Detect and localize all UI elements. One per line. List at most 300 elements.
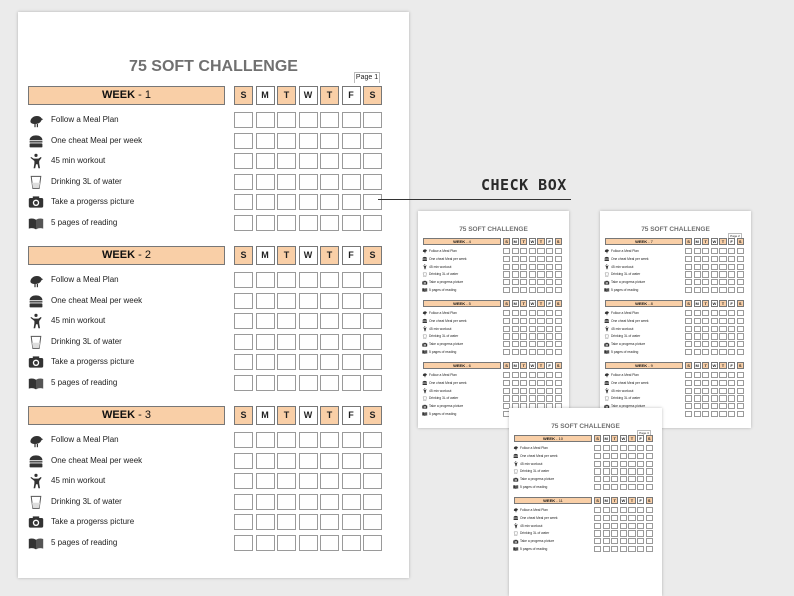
check-box[interactable] bbox=[342, 535, 361, 551]
check-box[interactable] bbox=[603, 468, 610, 474]
check-box[interactable] bbox=[702, 271, 709, 277]
check-box[interactable] bbox=[611, 523, 618, 529]
check-box[interactable] bbox=[555, 264, 562, 270]
check-box[interactable] bbox=[646, 523, 653, 529]
check-box[interactable] bbox=[529, 372, 536, 378]
check-box[interactable] bbox=[512, 310, 519, 316]
check-box[interactable] bbox=[646, 507, 653, 513]
check-box[interactable] bbox=[719, 318, 726, 324]
check-box[interactable] bbox=[711, 380, 718, 386]
check-box[interactable] bbox=[694, 403, 701, 409]
check-box[interactable] bbox=[546, 372, 553, 378]
check-box[interactable] bbox=[628, 546, 635, 552]
check-box[interactable] bbox=[737, 349, 744, 355]
check-box[interactable] bbox=[628, 530, 635, 536]
check-box[interactable] bbox=[546, 318, 553, 324]
check-box[interactable] bbox=[342, 354, 361, 370]
check-box[interactable] bbox=[728, 372, 735, 378]
check-box[interactable] bbox=[277, 334, 296, 350]
check-box[interactable] bbox=[737, 341, 744, 347]
check-box[interactable] bbox=[603, 515, 610, 521]
check-box[interactable] bbox=[594, 546, 601, 552]
check-box[interactable] bbox=[646, 453, 653, 459]
check-box[interactable] bbox=[529, 248, 536, 254]
check-box[interactable] bbox=[611, 530, 618, 536]
check-box[interactable] bbox=[503, 256, 510, 262]
check-box[interactable] bbox=[512, 372, 519, 378]
check-box[interactable] bbox=[256, 313, 275, 329]
check-box[interactable] bbox=[256, 215, 275, 231]
check-box[interactable] bbox=[503, 264, 510, 270]
check-box[interactable] bbox=[256, 112, 275, 128]
check-box[interactable] bbox=[594, 530, 601, 536]
check-box[interactable] bbox=[611, 484, 618, 490]
check-box[interactable] bbox=[277, 133, 296, 149]
check-box[interactable] bbox=[320, 153, 339, 169]
check-box[interactable] bbox=[299, 174, 318, 190]
check-box[interactable] bbox=[363, 153, 382, 169]
check-box[interactable] bbox=[342, 473, 361, 489]
check-box[interactable] bbox=[646, 538, 653, 544]
check-box[interactable] bbox=[685, 380, 692, 386]
check-box[interactable] bbox=[546, 310, 553, 316]
check-box[interactable] bbox=[529, 264, 536, 270]
check-box[interactable] bbox=[234, 354, 253, 370]
check-box[interactable] bbox=[512, 271, 519, 277]
check-box[interactable] bbox=[320, 473, 339, 489]
check-box[interactable] bbox=[234, 375, 253, 391]
check-box[interactable] bbox=[520, 264, 527, 270]
check-box[interactable] bbox=[620, 445, 627, 451]
check-box[interactable] bbox=[555, 388, 562, 394]
check-box[interactable] bbox=[256, 375, 275, 391]
check-box[interactable] bbox=[277, 473, 296, 489]
check-box[interactable] bbox=[646, 515, 653, 521]
check-box[interactable] bbox=[728, 349, 735, 355]
check-box[interactable] bbox=[685, 388, 692, 394]
check-box[interactable] bbox=[594, 523, 601, 529]
check-box[interactable] bbox=[603, 546, 610, 552]
check-box[interactable] bbox=[256, 272, 275, 288]
check-box[interactable] bbox=[594, 538, 601, 544]
check-box[interactable] bbox=[320, 514, 339, 530]
check-box[interactable] bbox=[637, 530, 644, 536]
check-box[interactable] bbox=[520, 287, 527, 293]
check-box[interactable] bbox=[685, 349, 692, 355]
check-box[interactable] bbox=[512, 333, 519, 339]
check-box[interactable] bbox=[628, 445, 635, 451]
check-box[interactable] bbox=[637, 546, 644, 552]
check-box[interactable] bbox=[546, 287, 553, 293]
check-box[interactable] bbox=[529, 279, 536, 285]
check-box[interactable] bbox=[520, 279, 527, 285]
check-box[interactable] bbox=[234, 174, 253, 190]
check-box[interactable] bbox=[363, 432, 382, 448]
check-box[interactable] bbox=[620, 523, 627, 529]
check-box[interactable] bbox=[363, 174, 382, 190]
check-box[interactable] bbox=[694, 349, 701, 355]
check-box[interactable] bbox=[646, 468, 653, 474]
check-box[interactable] bbox=[256, 453, 275, 469]
check-box[interactable] bbox=[603, 445, 610, 451]
check-box[interactable] bbox=[628, 468, 635, 474]
check-box[interactable] bbox=[277, 354, 296, 370]
check-box[interactable] bbox=[711, 388, 718, 394]
check-box[interactable] bbox=[620, 515, 627, 521]
check-box[interactable] bbox=[737, 264, 744, 270]
check-box[interactable] bbox=[620, 484, 627, 490]
check-box[interactable] bbox=[611, 476, 618, 482]
check-box[interactable] bbox=[611, 445, 618, 451]
check-box[interactable] bbox=[277, 514, 296, 530]
check-box[interactable] bbox=[299, 112, 318, 128]
check-box[interactable] bbox=[256, 494, 275, 510]
check-box[interactable] bbox=[555, 310, 562, 316]
check-box[interactable] bbox=[694, 271, 701, 277]
check-box[interactable] bbox=[529, 380, 536, 386]
check-box[interactable] bbox=[637, 461, 644, 467]
check-box[interactable] bbox=[512, 248, 519, 254]
check-box[interactable] bbox=[234, 334, 253, 350]
check-box[interactable] bbox=[256, 535, 275, 551]
check-box[interactable] bbox=[234, 112, 253, 128]
check-box[interactable] bbox=[620, 507, 627, 513]
check-box[interactable] bbox=[711, 264, 718, 270]
check-box[interactable] bbox=[694, 264, 701, 270]
check-box[interactable] bbox=[342, 453, 361, 469]
check-box[interactable] bbox=[737, 403, 744, 409]
check-box[interactable] bbox=[628, 515, 635, 521]
check-box[interactable] bbox=[503, 372, 510, 378]
check-box[interactable] bbox=[685, 279, 692, 285]
check-box[interactable] bbox=[537, 256, 544, 262]
check-box[interactable] bbox=[299, 153, 318, 169]
check-box[interactable] bbox=[637, 484, 644, 490]
check-box[interactable] bbox=[342, 293, 361, 309]
check-box[interactable] bbox=[685, 310, 692, 316]
check-box[interactable] bbox=[702, 333, 709, 339]
check-box[interactable] bbox=[685, 256, 692, 262]
check-box[interactable] bbox=[234, 272, 253, 288]
check-box[interactable] bbox=[685, 248, 692, 254]
check-box[interactable] bbox=[512, 341, 519, 347]
check-box[interactable] bbox=[520, 388, 527, 394]
check-box[interactable] bbox=[277, 313, 296, 329]
check-box[interactable] bbox=[728, 403, 735, 409]
check-box[interactable] bbox=[363, 354, 382, 370]
check-box[interactable] bbox=[702, 341, 709, 347]
check-box[interactable] bbox=[546, 248, 553, 254]
check-box[interactable] bbox=[299, 272, 318, 288]
check-box[interactable] bbox=[537, 372, 544, 378]
check-box[interactable] bbox=[529, 395, 536, 401]
check-box[interactable] bbox=[555, 372, 562, 378]
check-box[interactable] bbox=[320, 112, 339, 128]
check-box[interactable] bbox=[555, 349, 562, 355]
check-box[interactable] bbox=[719, 395, 726, 401]
check-box[interactable] bbox=[546, 388, 553, 394]
check-box[interactable] bbox=[503, 333, 510, 339]
check-box[interactable] bbox=[520, 372, 527, 378]
check-box[interactable] bbox=[719, 380, 726, 386]
check-box[interactable] bbox=[646, 445, 653, 451]
check-box[interactable] bbox=[694, 380, 701, 386]
check-box[interactable] bbox=[537, 287, 544, 293]
check-box[interactable] bbox=[702, 380, 709, 386]
check-box[interactable] bbox=[702, 372, 709, 378]
check-box[interactable] bbox=[256, 293, 275, 309]
check-box[interactable] bbox=[320, 215, 339, 231]
check-box[interactable] bbox=[737, 388, 744, 394]
check-box[interactable] bbox=[342, 153, 361, 169]
check-box[interactable] bbox=[702, 264, 709, 270]
check-box[interactable] bbox=[719, 372, 726, 378]
check-box[interactable] bbox=[620, 546, 627, 552]
check-box[interactable] bbox=[555, 380, 562, 386]
check-box[interactable] bbox=[685, 333, 692, 339]
check-box[interactable] bbox=[256, 153, 275, 169]
check-box[interactable] bbox=[555, 248, 562, 254]
check-box[interactable] bbox=[719, 310, 726, 316]
check-box[interactable] bbox=[529, 349, 536, 355]
check-box[interactable] bbox=[277, 112, 296, 128]
check-box[interactable] bbox=[299, 133, 318, 149]
check-box[interactable] bbox=[299, 432, 318, 448]
check-box[interactable] bbox=[637, 476, 644, 482]
check-box[interactable] bbox=[546, 279, 553, 285]
check-box[interactable] bbox=[299, 215, 318, 231]
check-box[interactable] bbox=[737, 326, 744, 332]
check-box[interactable] bbox=[702, 287, 709, 293]
check-box[interactable] bbox=[234, 194, 253, 210]
check-box[interactable] bbox=[646, 484, 653, 490]
check-box[interactable] bbox=[728, 248, 735, 254]
check-box[interactable] bbox=[503, 395, 510, 401]
check-box[interactable] bbox=[620, 530, 627, 536]
check-box[interactable] bbox=[737, 256, 744, 262]
check-box[interactable] bbox=[546, 341, 553, 347]
check-box[interactable] bbox=[637, 523, 644, 529]
check-box[interactable] bbox=[711, 287, 718, 293]
check-box[interactable] bbox=[737, 310, 744, 316]
check-box[interactable] bbox=[537, 318, 544, 324]
check-box[interactable] bbox=[694, 341, 701, 347]
check-box[interactable] bbox=[363, 514, 382, 530]
check-box[interactable] bbox=[512, 349, 519, 355]
check-box[interactable] bbox=[685, 372, 692, 378]
check-box[interactable] bbox=[685, 341, 692, 347]
check-box[interactable] bbox=[363, 293, 382, 309]
check-box[interactable] bbox=[320, 432, 339, 448]
check-box[interactable] bbox=[342, 174, 361, 190]
check-box[interactable] bbox=[320, 453, 339, 469]
check-box[interactable] bbox=[299, 334, 318, 350]
check-box[interactable] bbox=[620, 538, 627, 544]
check-box[interactable] bbox=[685, 395, 692, 401]
check-box[interactable] bbox=[256, 133, 275, 149]
check-box[interactable] bbox=[320, 133, 339, 149]
check-box[interactable] bbox=[728, 333, 735, 339]
check-box[interactable] bbox=[234, 514, 253, 530]
check-box[interactable] bbox=[546, 349, 553, 355]
check-box[interactable] bbox=[737, 333, 744, 339]
check-box[interactable] bbox=[555, 395, 562, 401]
check-box[interactable] bbox=[646, 461, 653, 467]
check-box[interactable] bbox=[503, 279, 510, 285]
check-box[interactable] bbox=[299, 313, 318, 329]
check-box[interactable] bbox=[503, 349, 510, 355]
check-box[interactable] bbox=[529, 333, 536, 339]
check-box[interactable] bbox=[685, 264, 692, 270]
check-box[interactable] bbox=[537, 380, 544, 386]
check-box[interactable] bbox=[737, 372, 744, 378]
check-box[interactable] bbox=[711, 403, 718, 409]
check-box[interactable] bbox=[611, 453, 618, 459]
check-box[interactable] bbox=[637, 507, 644, 513]
check-box[interactable] bbox=[320, 174, 339, 190]
check-box[interactable] bbox=[620, 461, 627, 467]
check-box[interactable] bbox=[737, 395, 744, 401]
check-box[interactable] bbox=[685, 318, 692, 324]
check-box[interactable] bbox=[702, 256, 709, 262]
check-box[interactable] bbox=[737, 248, 744, 254]
check-box[interactable] bbox=[702, 318, 709, 324]
check-box[interactable] bbox=[277, 194, 296, 210]
check-box[interactable] bbox=[719, 341, 726, 347]
check-box[interactable] bbox=[711, 395, 718, 401]
check-box[interactable] bbox=[737, 380, 744, 386]
check-box[interactable] bbox=[728, 341, 735, 347]
check-box[interactable] bbox=[711, 333, 718, 339]
check-box[interactable] bbox=[512, 264, 519, 270]
check-box[interactable] bbox=[342, 494, 361, 510]
check-box[interactable] bbox=[555, 341, 562, 347]
check-box[interactable] bbox=[277, 432, 296, 448]
check-box[interactable] bbox=[603, 507, 610, 513]
check-box[interactable] bbox=[611, 515, 618, 521]
check-box[interactable] bbox=[611, 507, 618, 513]
check-box[interactable] bbox=[256, 514, 275, 530]
check-box[interactable] bbox=[342, 334, 361, 350]
check-box[interactable] bbox=[520, 349, 527, 355]
check-box[interactable] bbox=[702, 395, 709, 401]
check-box[interactable] bbox=[603, 484, 610, 490]
check-box[interactable] bbox=[628, 453, 635, 459]
check-box[interactable] bbox=[512, 287, 519, 293]
check-box[interactable] bbox=[277, 153, 296, 169]
check-box[interactable] bbox=[685, 411, 692, 417]
check-box[interactable] bbox=[603, 523, 610, 529]
check-box[interactable] bbox=[694, 279, 701, 285]
check-box[interactable] bbox=[363, 494, 382, 510]
check-box[interactable] bbox=[529, 318, 536, 324]
check-box[interactable] bbox=[320, 375, 339, 391]
check-box[interactable] bbox=[234, 215, 253, 231]
check-box[interactable] bbox=[529, 326, 536, 332]
check-box[interactable] bbox=[719, 264, 726, 270]
check-box[interactable] bbox=[520, 248, 527, 254]
check-box[interactable] bbox=[277, 535, 296, 551]
check-box[interactable] bbox=[520, 333, 527, 339]
check-box[interactable] bbox=[342, 215, 361, 231]
check-box[interactable] bbox=[702, 310, 709, 316]
check-box[interactable] bbox=[299, 473, 318, 489]
check-box[interactable] bbox=[363, 194, 382, 210]
check-box[interactable] bbox=[685, 403, 692, 409]
check-box[interactable] bbox=[299, 354, 318, 370]
check-box[interactable] bbox=[520, 380, 527, 386]
check-box[interactable] bbox=[320, 313, 339, 329]
check-box[interactable] bbox=[512, 256, 519, 262]
check-box[interactable] bbox=[529, 271, 536, 277]
check-box[interactable] bbox=[728, 256, 735, 262]
check-box[interactable] bbox=[320, 334, 339, 350]
check-box[interactable] bbox=[702, 326, 709, 332]
check-box[interactable] bbox=[594, 476, 601, 482]
check-box[interactable] bbox=[256, 334, 275, 350]
check-box[interactable] bbox=[620, 468, 627, 474]
check-box[interactable] bbox=[694, 388, 701, 394]
check-box[interactable] bbox=[694, 372, 701, 378]
check-box[interactable] bbox=[719, 279, 726, 285]
check-box[interactable] bbox=[719, 333, 726, 339]
check-box[interactable] bbox=[611, 538, 618, 544]
check-box[interactable] bbox=[520, 271, 527, 277]
check-box[interactable] bbox=[546, 333, 553, 339]
check-box[interactable] bbox=[546, 264, 553, 270]
check-box[interactable] bbox=[299, 375, 318, 391]
check-box[interactable] bbox=[594, 507, 601, 513]
check-box[interactable] bbox=[234, 432, 253, 448]
check-box[interactable] bbox=[594, 515, 601, 521]
check-box[interactable] bbox=[537, 341, 544, 347]
check-box[interactable] bbox=[546, 326, 553, 332]
check-box[interactable] bbox=[503, 380, 510, 386]
check-box[interactable] bbox=[711, 411, 718, 417]
check-box[interactable] bbox=[555, 279, 562, 285]
check-box[interactable] bbox=[711, 310, 718, 316]
check-box[interactable] bbox=[537, 349, 544, 355]
check-box[interactable] bbox=[628, 523, 635, 529]
check-box[interactable] bbox=[342, 375, 361, 391]
check-box[interactable] bbox=[277, 293, 296, 309]
check-box[interactable] bbox=[342, 112, 361, 128]
check-box[interactable] bbox=[594, 461, 601, 467]
check-box[interactable] bbox=[277, 453, 296, 469]
check-box[interactable] bbox=[694, 256, 701, 262]
check-box[interactable] bbox=[694, 326, 701, 332]
check-box[interactable] bbox=[719, 256, 726, 262]
check-box[interactable] bbox=[234, 453, 253, 469]
check-box[interactable] bbox=[711, 279, 718, 285]
check-box[interactable] bbox=[711, 341, 718, 347]
check-box[interactable] bbox=[234, 153, 253, 169]
check-box[interactable] bbox=[256, 354, 275, 370]
check-box[interactable] bbox=[503, 341, 510, 347]
check-box[interactable] bbox=[546, 395, 553, 401]
check-box[interactable] bbox=[555, 326, 562, 332]
check-box[interactable] bbox=[234, 313, 253, 329]
check-box[interactable] bbox=[620, 453, 627, 459]
check-box[interactable] bbox=[299, 514, 318, 530]
check-box[interactable] bbox=[363, 334, 382, 350]
check-box[interactable] bbox=[694, 287, 701, 293]
check-box[interactable] bbox=[711, 326, 718, 332]
check-box[interactable] bbox=[342, 432, 361, 448]
check-box[interactable] bbox=[520, 341, 527, 347]
check-box[interactable] bbox=[503, 318, 510, 324]
check-box[interactable] bbox=[520, 326, 527, 332]
